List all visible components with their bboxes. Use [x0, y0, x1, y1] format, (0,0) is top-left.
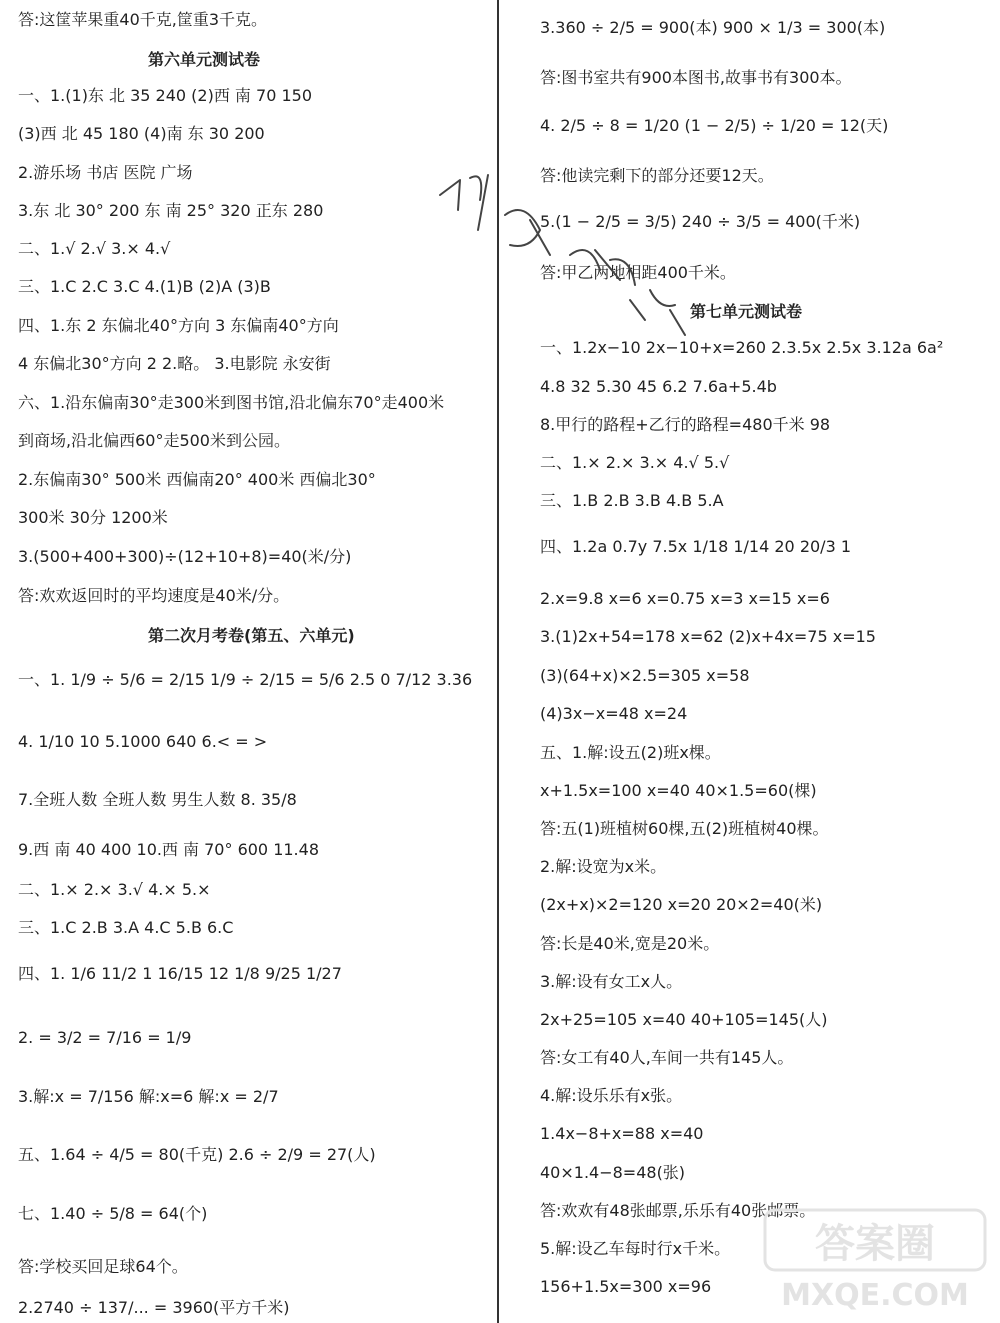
answer-line: 4. 2/5 ÷ 8 = 1/20 (1 − 2/5) ÷ 1/20 = 12(天)	[540, 116, 889, 135]
answer-line: 156+1.5x=300 x=96	[540, 1277, 712, 1296]
answer-line: 7.全班人数 全班人数 男生人数 8. 35/8	[18, 790, 297, 809]
answer-line: 2x+25=105 x=40 40+105=145(人)	[540, 1010, 828, 1029]
answer-line: (2x+x)×2=120 x=20 20×2=40(米)	[540, 895, 823, 914]
section-heading: 第七单元测试卷	[690, 302, 803, 321]
answer-line: 3.360 ÷ 2/5 = 900(本) 900 × 1/3 = 300(本)	[540, 18, 886, 37]
svg-text:答案圈: 答案圈	[815, 1221, 935, 1267]
answer-line: 一、1. 1/9 ÷ 5/6 = 2/15 1/9 ÷ 2/15 = 5/6 2.5 0 7/12 3.36	[18, 670, 473, 689]
svg-text:MXQE.COM: MXQE.COM	[781, 1278, 969, 1313]
answer-line: 七、1.40 ÷ 5/8 = 64(个)	[18, 1204, 208, 1223]
answer-line: 五、1.64 ÷ 4/5 = 80(千克) 2.6 ÷ 2/9 = 27(人)	[18, 1145, 376, 1164]
answer-line: 三、1.C 2.C 3.C 4.(1)B (2)A (3)B	[18, 277, 271, 296]
handwritten-scribble	[430, 160, 730, 350]
answer-line: 答:他读完剩下的部分还要12天。	[540, 166, 774, 185]
section-heading: 第二次月考卷(第五、六单元)	[148, 626, 355, 645]
answer-line: 9.西 南 40 400 10.西 南 70° 600 11.48	[18, 840, 320, 859]
answer-line: 答:图书室共有900本图书,故事书有300本。	[540, 68, 852, 87]
answer-line: 一、1.2x−10 2x−10+x=260 2.3.5x 2.5x 3.12a 6a²	[540, 338, 944, 357]
answer-line: (3)(64+x)×2.5=305 x=58	[540, 666, 750, 685]
answer-line: 答:五(1)班植树60棵,五(2)班植树40棵。	[540, 819, 829, 838]
answer-line: 2.东偏南30° 500米 西偏南20° 400米 西偏北30°	[18, 470, 376, 489]
answer-line: 2.解:设宽为x米。	[540, 857, 667, 876]
answer-line: 2.x=9.8 x=6 x=0.75 x=3 x=15 x=6	[540, 589, 830, 608]
answer-line: 300米 30分 1200米	[18, 508, 168, 527]
answer-line: 3.(1)2x+54=178 x=62 (2)x+4x=75 x=15	[540, 627, 876, 646]
answer-line: 答:这筐苹果重40千克,筐重3千克。	[18, 10, 268, 29]
answer-line: 答:欢欢有48张邮票,乐乐有40张邮票。	[540, 1201, 816, 1220]
answer-line: 到商场,沿北偏西60°走500米到公园。	[18, 431, 290, 450]
answer-line: 8.甲行的路程+乙行的路程=480千米 98	[540, 415, 831, 434]
answer-line: (4)3x−x=48 x=24	[540, 704, 688, 723]
answer-line: 答:欢欢返回时的平均速度是40米/分。	[18, 586, 290, 605]
answer-line: 二、1.× 2.× 3.× 4.√ 5.√	[540, 453, 730, 472]
answer-line: x+1.5x=100 x=40 40×1.5=60(棵)	[540, 781, 817, 800]
answer-line: 五、1.解:设五(2)班x棵。	[540, 743, 721, 762]
answer-line: 3.解:设有女工x人。	[540, 972, 683, 991]
answer-line: 3.解:x = 7/156 解:x=6 解:x = 2/7	[18, 1087, 279, 1106]
answer-line: 4.8 32 5.30 45 6.2 7.6a+5.4b	[540, 377, 777, 396]
answer-line: (3)西 北 45 180 (4)南 东 30 200	[18, 124, 265, 143]
answer-line: 2. = 3/2 = 7/16 = 1/9	[18, 1028, 192, 1047]
answer-line: 答:长是40米,宽是20米。	[540, 934, 720, 953]
site-watermark	[760, 1205, 990, 1315]
answer-line: 4 东偏北30°方向 2 2.略。 3.电影院 永安街	[18, 354, 331, 373]
answer-line: 3.(500+400+300)÷(12+10+8)=40(米/分)	[18, 547, 352, 566]
answer-line: 二、1.× 2.× 3.√ 4.× 5.×	[18, 880, 211, 899]
section-heading: 第六单元测试卷	[148, 50, 261, 69]
answer-line: 答:女工有40人,车间一共有145人。	[540, 1048, 794, 1067]
answer-line: 40×1.4−8=48(张)	[540, 1163, 686, 1182]
answer-line: 四、1.2a 0.7y 7.5x 1/18 1/14 20 20/3 1	[540, 537, 852, 556]
answer-line: 一、1.(1)东 北 35 240 (2)西 南 70 150	[18, 86, 312, 105]
answer-line: 3.东 北 30° 200 东 南 25° 320 正东 280	[18, 201, 324, 220]
answer-line: 答:学校买回足球64个。	[18, 1257, 188, 1276]
answer-line: 4. 1/10 10 5.1000 640 6.< = >	[18, 732, 268, 751]
answer-line: 三、1.C 2.B 3.A 4.C 5.B 6.C	[18, 918, 234, 937]
answer-line: 4.解:设乐乐有x张。	[540, 1086, 683, 1105]
answer-line: 三、1.B 2.B 3.B 4.B 5.A	[540, 491, 724, 510]
answer-line: 二、1.√ 2.√ 3.× 4.√	[18, 239, 171, 258]
answer-line: 答:甲乙两地相距400千米。	[540, 263, 736, 282]
answer-line: 六、1.沿东偏南30°走300米到图书馆,沿北偏东70°走400米	[18, 393, 445, 412]
answer-line: 四、1. 1/6 11/2 1 16/15 12 1/8 9/25 1/27	[18, 964, 342, 983]
answer-line: 5.解:设乙车每时行x千米。	[540, 1239, 731, 1258]
answer-line: 四、1.东 2 东偏北40°方向 3 东偏南40°方向	[18, 316, 339, 335]
answer-line: 2.2740 ÷ 137/... = 3960(平方千米)	[18, 1298, 290, 1317]
answer-line: 1.4x−8+x=88 x=40	[540, 1124, 704, 1143]
answer-line: 2.游乐场 书店 医院 广场	[18, 163, 193, 182]
answer-line: 5.(1 − 2/5 = 3/5) 240 ÷ 3/5 = 400(千米)	[540, 212, 861, 231]
